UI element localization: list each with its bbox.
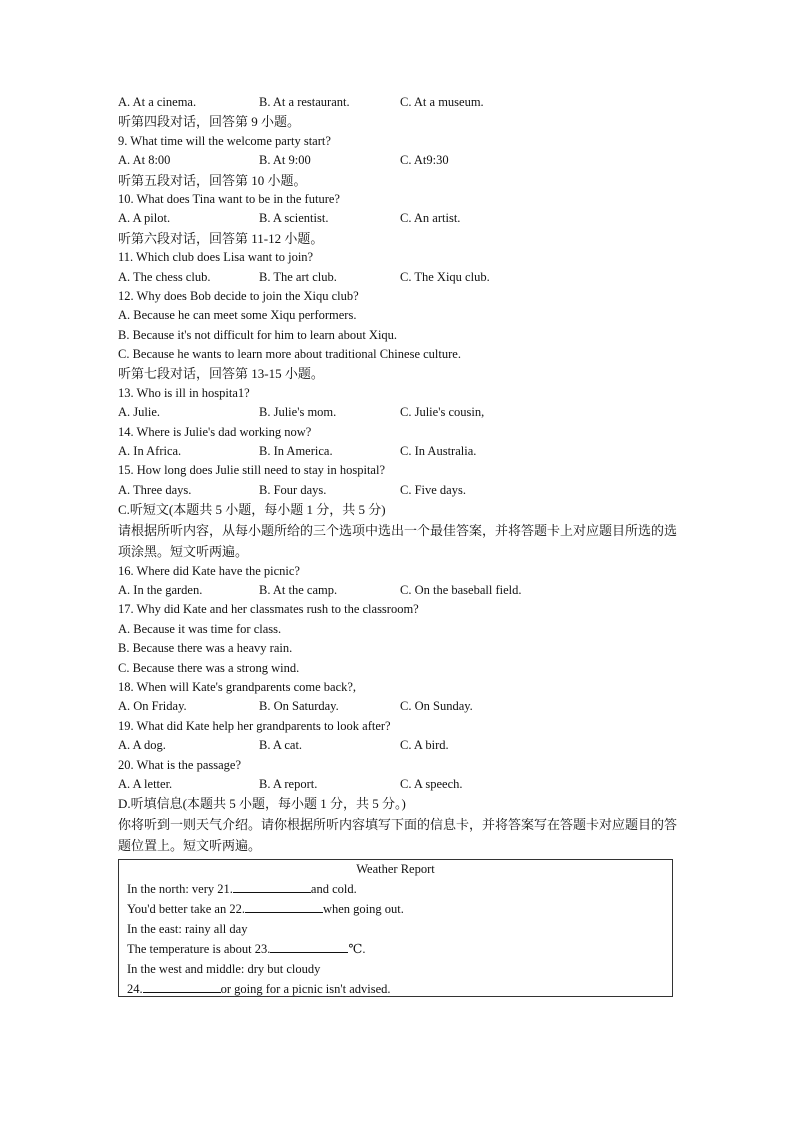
option-b: B. At the camp. xyxy=(259,582,338,597)
section-heading: 听第五段对话，回答第 10 小题。 xyxy=(118,172,307,188)
weather-text: ℃. xyxy=(348,941,366,956)
question-text: 20. What is the passage? xyxy=(118,757,241,772)
option-a: A. At a cinema. xyxy=(118,95,197,109)
weather-line-temperature xyxy=(119,939,672,959)
questions-section-c xyxy=(118,562,678,814)
option-a: A. Three days. xyxy=(118,482,192,497)
weather-text: 24. xyxy=(127,981,143,996)
instruction-d: 你将听到一则天气介绍。请你根据所听内容填写下面的信息卡，并将答案写在答题卡对应题目的答题位置上。短文听两遍。 xyxy=(118,816,678,853)
answer-options xyxy=(118,775,678,794)
section-heading: 听第七段对话，回答第 13-15 小题。 xyxy=(118,366,324,382)
option-a: A. A pilot. xyxy=(118,211,171,226)
option-c: C. In Australia. xyxy=(400,444,477,459)
instruction-c: 请根据所听内容，从每小题所给的三个选项中选出一个最佳答案，并将答题卡上对应题目所选的选项涂黑。短文听两遍。 xyxy=(118,522,678,559)
option-b: B. A scientist. xyxy=(259,211,329,226)
weather-line-picnic xyxy=(119,979,672,999)
weather-text: The temperature is about 23. xyxy=(127,941,271,956)
option-b: B. Four days. xyxy=(259,482,327,497)
weather-line-advice xyxy=(119,899,672,919)
option-c: C. On Sunday. xyxy=(400,699,473,714)
option-b: B. On Saturday. xyxy=(259,699,339,714)
question-text: 15. How long does Julie still need to stay in hospital? xyxy=(118,463,385,478)
option-a: A. In the garden. xyxy=(118,582,203,597)
weather-line-east: In the east: rainy all day xyxy=(127,921,248,936)
answer-options xyxy=(118,697,678,716)
question-text: 11. Which club does Lisa want to join? xyxy=(118,250,314,265)
option-b: B. In America. xyxy=(259,444,333,459)
option-a: A. The chess club. xyxy=(118,269,211,284)
answer-blank-23[interactable] xyxy=(270,940,348,953)
question-text: 16. Where did Kate have the picnic? xyxy=(118,563,300,578)
weather-line-north xyxy=(119,879,672,899)
option-a: A. A dog. xyxy=(118,738,166,753)
question-text: 18. When will Kate's grandparents come back?, xyxy=(118,679,357,694)
answer-blank-22[interactable] xyxy=(245,900,323,913)
option-b: B. At 9:00 xyxy=(259,153,311,168)
weather-text: In the north: very 21. xyxy=(127,881,233,896)
question-text: B. Because there was a heavy rain. xyxy=(118,641,293,656)
question-text: 9. What time will the welcome party start? xyxy=(118,133,331,148)
question-text: C. Because there was a strong wind. xyxy=(118,660,300,675)
option-a: A. Julie. xyxy=(118,405,161,420)
option-c: C. Julie's cousin, xyxy=(400,405,485,420)
option-c: C. An artist. xyxy=(400,211,461,226)
option-a: A. A letter. xyxy=(118,776,173,791)
option-b: B. The art club. xyxy=(259,269,337,284)
section-heading: 听第四段对话，回答第 9 小题。 xyxy=(118,114,301,130)
option-b: B. At a restaurant. xyxy=(259,95,350,109)
weather-text: You'd better take an 22. xyxy=(127,901,245,916)
answer-options xyxy=(118,481,678,500)
question-text: 13. Who is ill in hospita1? xyxy=(118,385,250,400)
answer-options xyxy=(118,93,678,112)
option-a: A. At 8:00 xyxy=(118,153,171,168)
weather-text: when going out. xyxy=(322,901,404,916)
question-text: A. Because it was time for class. xyxy=(118,621,282,636)
section-heading: 听第六段对话，回答第 11-12 小题。 xyxy=(118,230,324,246)
answer-options xyxy=(118,209,678,228)
option-a: A. On Friday. xyxy=(118,699,187,714)
answer-blank-24[interactable] xyxy=(143,980,221,993)
question-text: A. Because he can meet some Xiqu performers. xyxy=(118,308,357,323)
answer-options xyxy=(118,268,678,287)
option-b: B. A cat. xyxy=(259,738,303,753)
option-c: C. On the baseball field. xyxy=(400,582,522,597)
questions-section-b xyxy=(118,93,678,520)
section-heading: D.听填信息(本题共 5 小题，每小题 1 分，共 5 分。) xyxy=(118,796,406,812)
section-heading: C.听短文(本题共 5 小题，每小题 1 分，共 5 分) xyxy=(118,502,386,518)
weather-line-west-middle: In the west and middle: dry but cloudy xyxy=(127,961,321,976)
question-text: B. Because it's not difficult for him to learn about Xiqu. xyxy=(118,327,398,342)
question-text: C. Because he wants to learn more about traditional Chinese culture. xyxy=(118,347,461,362)
option-b: B. Julie's mom. xyxy=(259,405,337,420)
option-a: A. In Africa. xyxy=(118,444,182,459)
question-text: 10. What does Tina want to be in the future? xyxy=(118,191,340,206)
weather-text: and cold. xyxy=(310,881,357,896)
option-c: C. The Xiqu club. xyxy=(400,269,490,284)
weather-text: or going for a picnic isn't advised. xyxy=(220,981,391,996)
answer-options xyxy=(118,736,678,755)
answer-options xyxy=(118,581,678,600)
option-c: C. A speech. xyxy=(400,776,463,791)
exam-page xyxy=(118,93,678,997)
option-b: B. A report. xyxy=(259,776,318,791)
option-c: C. Five days. xyxy=(400,482,466,497)
answer-options xyxy=(118,442,678,461)
weather-report-card xyxy=(118,859,673,997)
option-c: C. At9:30 xyxy=(400,153,449,168)
question-text: 12. Why does Bob decide to join the Xiqu club? xyxy=(118,288,359,303)
question-text: 19. What did Kate help her grandparents to look after? xyxy=(118,718,391,733)
weather-report-title: Weather Report xyxy=(356,861,435,876)
question-text: 14. Where is Julie's dad working now? xyxy=(118,424,312,439)
option-c: C. A bird. xyxy=(400,738,449,753)
option-c: C. At a museum. xyxy=(400,95,484,109)
answer-options xyxy=(118,151,678,170)
question-text: 17. Why did Kate and her classmates rush to the classroom? xyxy=(118,602,419,617)
answer-options xyxy=(118,403,678,422)
answer-blank-21[interactable] xyxy=(233,880,311,893)
